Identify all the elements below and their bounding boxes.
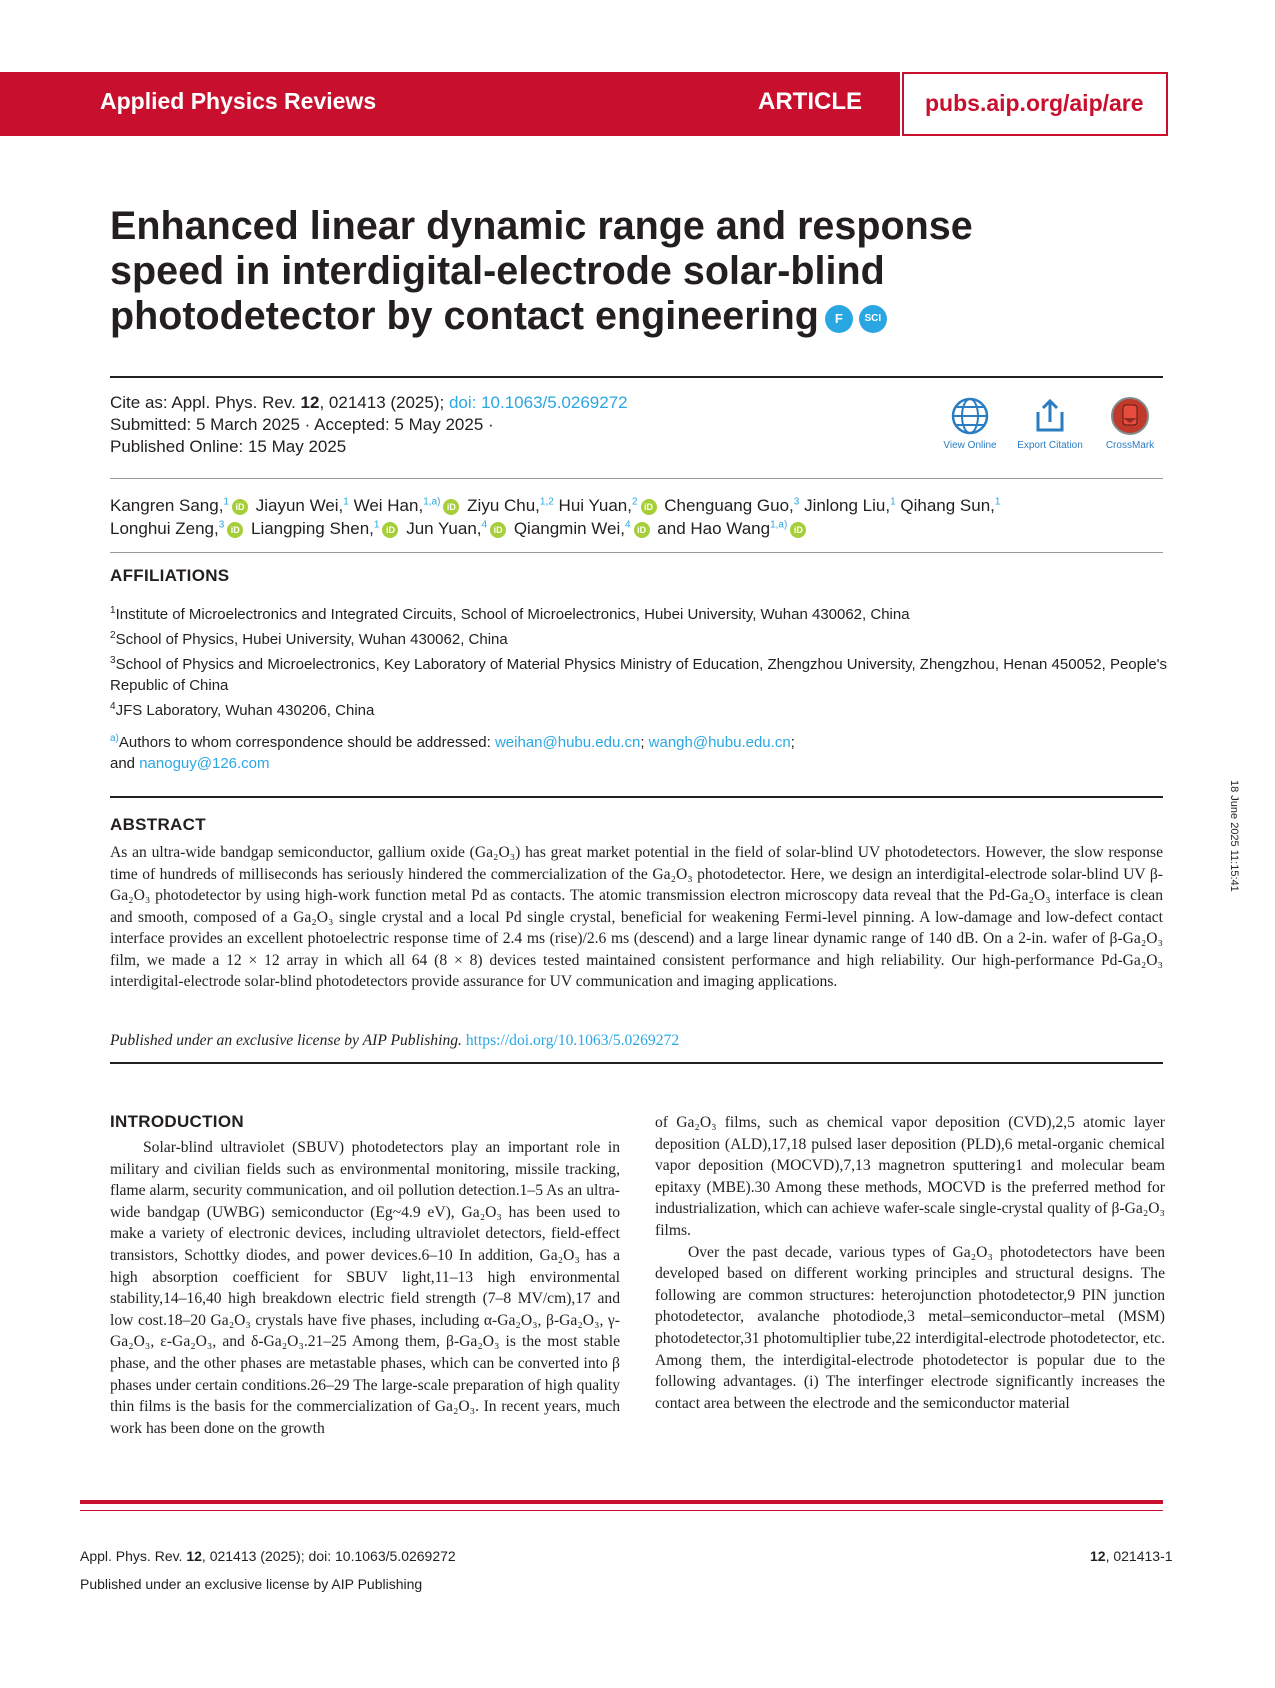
affil-sup[interactable]: 3 <box>793 496 800 508</box>
corr-sep: ; <box>640 734 649 751</box>
doi-url-link[interactable]: https://doi.org/10.1063/5.0269272 <box>465 1032 680 1049</box>
affiliation-item <box>110 629 1170 650</box>
orcid-icon[interactable]: iD <box>443 499 459 515</box>
page-id: , 021413-1 <box>1105 1548 1173 1564</box>
affil-text: School of Physics and Microelectronics, Key Laboratory of Material Physics Ministry of Education, Zhengzhou University, Zhengzhou, Henan 450052, People's Republic of China <box>110 656 1168 694</box>
orcid-icon[interactable]: iD <box>790 522 806 538</box>
affil-num: 3 <box>110 655 116 666</box>
affil-sup[interactable]: 1 <box>343 496 349 508</box>
cite-volume: 12 <box>300 393 320 412</box>
orcid-icon[interactable]: iD <box>641 499 657 515</box>
author-name: Jun Yuan, <box>406 519 482 538</box>
email-link[interactable]: weihan@hubu.edu.cn <box>494 734 641 751</box>
journal-name[interactable]: Applied Physics Reviews <box>100 88 377 114</box>
affil-sup[interactable]: 4 <box>625 519 631 531</box>
author-name: Ziyu Chu, <box>467 496 540 515</box>
divider <box>110 376 1163 378</box>
affil-sup[interactable]: 1 <box>994 496 1001 508</box>
body-column-right <box>655 1112 1165 1414</box>
divider <box>110 796 1163 798</box>
affil-text: School of Physics, Hubei University, Wuhan 430062, China <box>115 631 508 648</box>
affil-num: 1 <box>110 605 116 616</box>
crossmark-button[interactable] <box>1090 396 1170 451</box>
author-name: Qiangmin Wei, <box>513 519 625 538</box>
body-column-left <box>110 1137 620 1439</box>
footer-license: Published under an exclusive license by AIP Publishing <box>80 1576 423 1592</box>
license-note <box>110 1032 679 1050</box>
author-name: and Hao Wang <box>657 519 771 538</box>
paragraph: Solar-blind ultraviolet (SBUV) photodetectors play an important role in military and civilian fields such as environmental monitoring, missile tracking, flame alarm, security communication, and oil pollution detection.1–5 As an ultra-wide bandgap (UWBG) semiconductor (Eg~4.9 eV), Ga₂O₃ has been used to make a variety of electronic devices, including ultraviolet detectors, field-effect transistors, Schottky diodes, and power devices.6–10 In addition, Ga₂O₃ has a high absorption coefficient for SBUV light,11–13 high environmental stability,14–16,40 high breakdown electric field strength (7–8 MV/cm),17 and low cost.18–20 Ga₂O₃ crystals have five phases, including α-Ga₂O₃, β-Ga₂O₃, γ-Ga₂O₃, ε-Ga₂O₃, and δ-Ga₂O₃.21–25 Among them, β-Ga₂O₃ is the most stable phase, and the other phases are metastable phases, which can be converted into β phases under certain conditions.26–29 The large-scale preparation of high quality thin films is the basis for the commercialization of Ga₂O₃. In recent years, much work has been done on the growth <box>110 1139 620 1437</box>
author-name: Liangping Shen, <box>251 519 374 538</box>
page-number <box>1090 1548 1173 1564</box>
divider <box>110 1062 1163 1064</box>
orcid-icon[interactable]: iD <box>227 522 243 538</box>
cite-prefix: Cite as: Appl. Phys. Rev. <box>110 393 301 412</box>
published-date: Published Online: 15 May 2025 <box>110 437 347 456</box>
page-vol: 12 <box>1090 1548 1106 1564</box>
footer-cite-pre: Appl. Phys. Rev. <box>80 1548 187 1564</box>
export-citation-button[interactable] <box>1010 396 1090 451</box>
author-line-2 <box>110 517 1170 540</box>
affil-sup[interactable]: 1,a) <box>423 496 441 508</box>
history-dates: Submitted: 5 March 2025 · Accepted: 5 May 2025 · <box>110 415 494 434</box>
view-online-label: View Online <box>943 440 997 451</box>
article-actions <box>930 396 1160 456</box>
doi-link[interactable]: doi: 10.1063/5.0269272 <box>448 393 628 412</box>
crossmark-label: CrossMark <box>1105 440 1155 451</box>
journal-url-link[interactable]: pubs.aip.org/aip/are <box>925 90 1144 116</box>
author-name: Qihang Sun, <box>900 496 995 515</box>
affil-text: Institute of Microelectronics and Integrated Circuits, School of Microelectronics, Hubei University, Wuhan 430062, China <box>115 606 910 623</box>
affiliation-item <box>110 654 1170 696</box>
orcid-icon[interactable]: iD <box>490 522 506 538</box>
author-name: Hui Yuan, <box>558 496 632 515</box>
globe-icon <box>950 396 990 436</box>
orcid-icon[interactable]: iD <box>382 522 398 538</box>
footer-cite-post: , 021413 (2025); doi: 10.1063/5.0269272 <box>201 1548 456 1564</box>
affil-num: 4 <box>110 701 116 712</box>
export-citation-label: Export Citation <box>1017 440 1083 451</box>
footer-citation <box>80 1548 456 1564</box>
author-name: Jinlong Liu, <box>804 496 891 515</box>
divider <box>110 478 1163 479</box>
paragraph: Over the past decade, various types of Ga₂O₃ photodetectors have been developed based on different working principles and structural designs. The following are common structures: heterojunction photodetector,9 PIN junction photodetector, avalanche photodiode,3 metal–semiconductor–metal (MSM) photodetector,31 photomultiplier tube,22 interdigital-electrode photodetector, etc. Among them, the interdigital-electrode photodetector is popular due to the following advantages. (i) The interfinger electrode significantly increases the contact area between the electrode and the semiconductor material <box>655 1243 1165 1412</box>
footer-rule <box>80 1500 1163 1504</box>
footer-cite-vol: 12 <box>186 1548 202 1564</box>
affil-sup[interactable]: 1,2 <box>539 496 554 508</box>
affil-sup[interactable]: 1,a) <box>770 519 788 531</box>
affil-sup[interactable]: 1 <box>223 496 229 508</box>
author-line-1 <box>110 494 1170 517</box>
affil-text: JFS Laboratory, Wuhan 430206, China <box>115 702 375 719</box>
paragraph: of Ga₂O₃ films, such as chemical vapor deposition (CVD),2,5 atomic layer deposition (ALD),17,18 pulsed laser deposition (PLD),6 metal-organic chemical vapor deposition (MOCVD),7,13 magnetron sputtering1 and molecular beam epitaxy (MBE).30 Among these methods, MOCVD is the preferred method for industrialization, which can achieve wafer-scale single-crystal quality of β-Ga₂O₃ films. <box>655 1114 1165 1239</box>
corr-mark: a) <box>110 733 119 744</box>
divider <box>110 552 1163 553</box>
author-name: Chenguang Guo, <box>664 496 794 515</box>
title-text: Enhanced linear dynamic range and response speed in interdigital-electrode solar-blind photodetector by contact engineering <box>110 204 973 338</box>
export-icon <box>1030 396 1070 436</box>
author-name: Jiayun Wei, <box>255 496 344 515</box>
abstract-heading: ABSTRACT <box>110 815 206 834</box>
footer-rule-thin <box>80 1510 1163 1511</box>
corr-tail: ; <box>790 734 795 751</box>
affiliations-list <box>110 604 1170 725</box>
correspondence-note <box>110 732 1170 774</box>
author-name: Kangren Sang, <box>110 496 224 515</box>
corr-and: and <box>110 755 140 772</box>
author-name: Wei Han, <box>353 496 424 515</box>
author-name: Longhui Zeng, <box>110 519 219 538</box>
orcid-icon[interactable]: iD <box>634 522 650 538</box>
view-online-button[interactable] <box>930 396 1010 451</box>
article-title <box>110 204 1090 339</box>
license-text: Published under an exclusive license by AIP Publishing. <box>110 1032 462 1049</box>
affiliation-item <box>110 700 1170 721</box>
article-type: ARTICLE <box>758 88 862 115</box>
cite-rest: , 021413 (2025); <box>319 393 449 412</box>
featured-badge-icon[interactable]: F <box>825 305 853 333</box>
affil-sup[interactable]: 1 <box>890 496 896 508</box>
email-link[interactable]: nanoguy@126.com <box>139 755 270 772</box>
corr-label: Authors to whom correspondence should be addressed: <box>118 734 495 751</box>
affiliation-item <box>110 604 1170 625</box>
abstract-text: As an ultra-wide bandgap semiconductor, gallium oxide (Ga₂O₃) has great market potential in the field of solar-blind UV photodetectors. However, the slow response time of hundreds of milliseconds has seriously hindered the commercialization of the Ga₂O₃ photodetector. Here, we design an interdigital-electrode solar-blind UV β-Ga₂O₃ photodetector by using high-work function metal Pd as contacts. The atomic transmission electron microscopy data reveal that the Pd-Ga₂O₃ interface is clean and smooth, composed of a Ga₂O₃ single crystal and a local Pd single crystal, beneficial for weakening Fermi-level pinning. A low-damage and low-defect contact interface provides an excellent photoelectric response time of 2.4 ms (rise)/2.6 ms (descend) and a large linear dynamic range of 140 dB. On a 2-in. wafer of β-Ga₂O₃ film, we made a 12 × 12 array in which all 64 (8 × 8) devices tested maintained consistent performance and high reliability. Our high-performance Pd-Ga₂O₃ interdigital-electrode solar-blind photodetectors provide assurance for UV communication and imaging applications. <box>110 844 1163 990</box>
affil-sup[interactable]: 2 <box>631 496 638 508</box>
email-link[interactable]: wangh@hubu.edu.cn <box>648 734 791 751</box>
affil-sup[interactable]: 3 <box>218 519 225 531</box>
citation-block <box>110 392 830 458</box>
affil-num: 2 <box>110 630 116 641</box>
download-timestamp: 18 June 2025 11:15:41 <box>1228 780 1240 892</box>
orcid-icon[interactable]: iD <box>232 499 248 515</box>
author-list <box>110 494 1170 540</box>
scilight-badge-icon[interactable]: SCI <box>859 305 887 333</box>
affil-sup[interactable]: 4 <box>481 519 488 531</box>
crossmark-icon <box>1110 396 1150 436</box>
affil-sup[interactable]: 1 <box>373 519 380 531</box>
introduction-heading: INTRODUCTION <box>110 1112 244 1131</box>
affiliations-heading: AFFILIATIONS <box>110 566 230 585</box>
